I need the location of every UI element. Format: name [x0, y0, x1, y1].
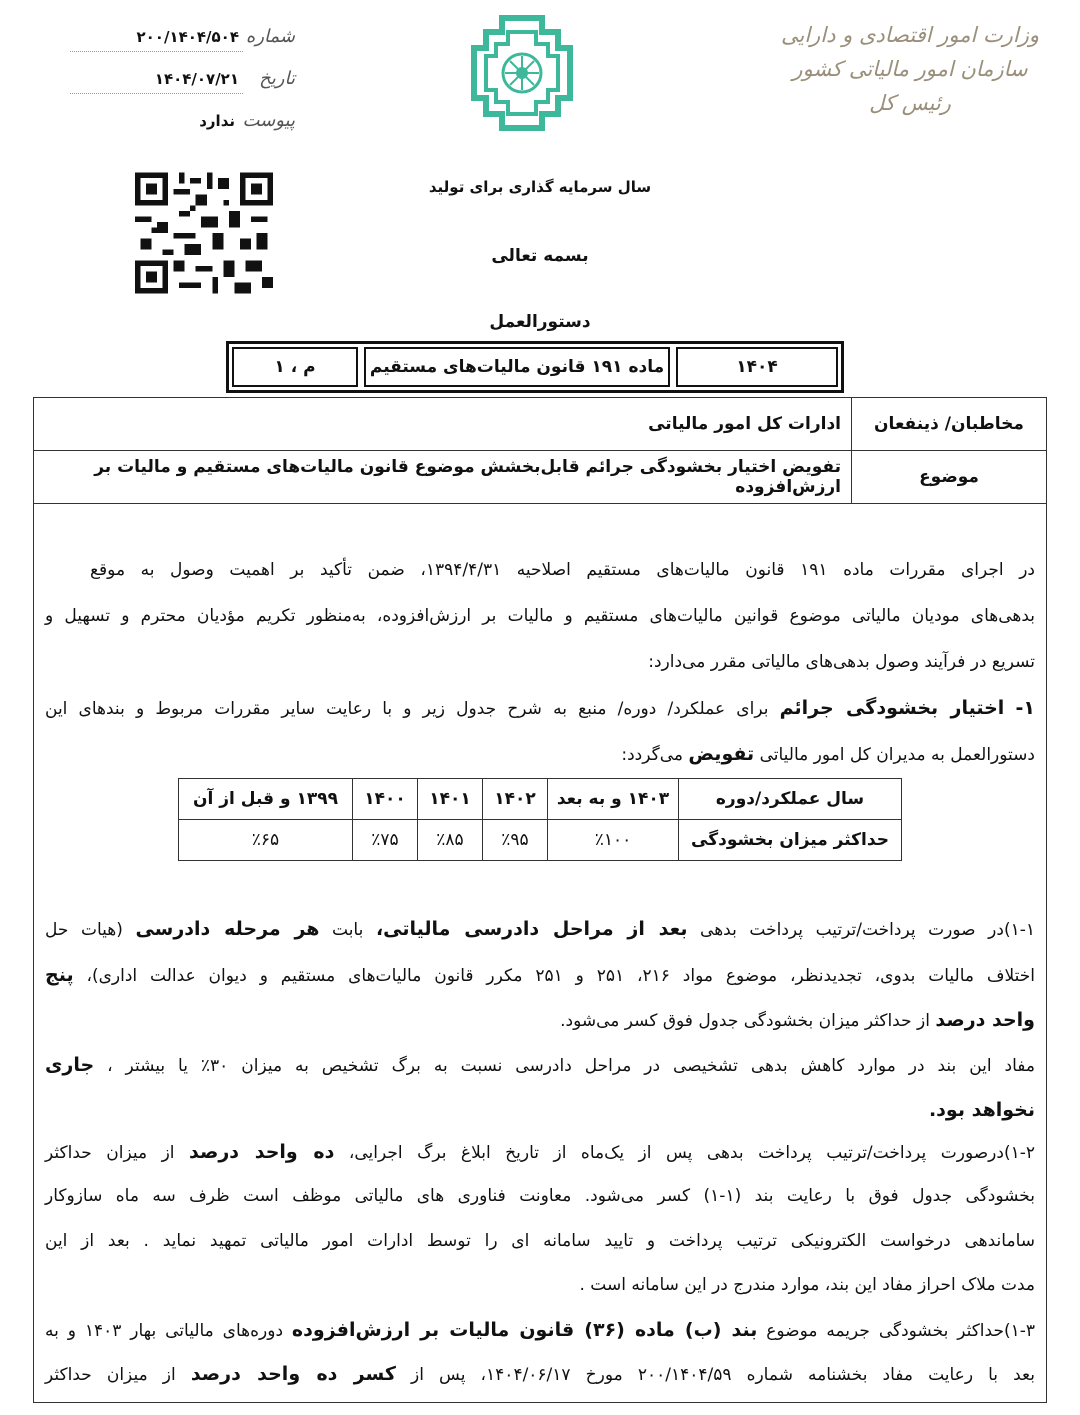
ministry-line-2: سازمان امور مالیاتی کشور [792, 57, 1028, 81]
subject-value: تفویض اختیار بخشودگی جرائم قابل‌بخشش موضوع قانون مالیات‌های مستقیم و مالیات بر ارزش‌افزوده [94, 457, 841, 497]
p13-text-c: دوره‌های مالیاتی بهار ۱۴۰۳ و به [45, 1321, 292, 1341]
p12-line-2: بخشودگی جدول فوق با رعایت بند (۱-۱) کسر می‌شود. معاونت فناوری های مالیاتی موظف است ظرف سه ماه سازوکار [45, 1186, 1035, 1206]
discount-table-value-row [179, 820, 902, 861]
p11-text-e: (هیات حل [45, 920, 136, 940]
field-attachment [70, 106, 295, 148]
item1-text-1: برای عملکرد/ دوره/ منبع به شرح جدول زیر و با رعایت سایر مقررات مربوط و بندهای این [45, 699, 769, 719]
p11-line-4 [45, 1053, 1035, 1078]
p11-bold-d: هر مرحله دادرسی [135, 918, 320, 940]
item1-number: ۱- [1015, 697, 1035, 719]
field-date-label: تاریخ [259, 68, 295, 89]
p12-text-a: ۱-۲)درصورت پرداخت/ترتیب پرداخت بدهی پس از یک‌ماه از تاریخ ابلاغ برگ اجرایی، [334, 1143, 1036, 1163]
body-frame [33, 503, 1047, 1403]
field-number [70, 22, 295, 64]
discount-percent-cell: ٪۶۵ [179, 820, 353, 861]
p12-text-c: از میزان حداکثر [45, 1143, 189, 1163]
addressee-value: ادارات کل امور مالیاتی [648, 414, 841, 434]
ministry-line-1: وزارت امور اقتصادی و دارایی [780, 23, 1040, 47]
p11-line-5 [45, 1098, 1035, 1123]
meta-table [33, 397, 1047, 504]
discount-year-cell: ۱۴۰۱ [418, 779, 483, 820]
bismillah: بسمه تعالی [491, 246, 589, 266]
discount-row-label: حداکثر میزان بخشودگی [679, 820, 902, 861]
discount-year-cell: ۱۴۰۲ [483, 779, 548, 820]
p12-line-3: ساماندهی درخواست الکترونیکی ترتیب پرداخت و تایید سامانه ای را توسط ادارات امور مالیاتی تمهید نماید . بعد از این [45, 1231, 1035, 1251]
p13-bold-b: بند (ب) ماده (۳۶) قانون مالیات بر ارزش‌افزوده [291, 1319, 758, 1341]
p12-line-1 [45, 1140, 1035, 1165]
intro-line-1: در اجرای مقررات ماده ۱۹۱ قانون مالیات‌های مستقیم اصلاحیه ۱۳۹۴/۴/۳۱، ضمن تأکید بر اهمیت وصول به موقع [90, 560, 1035, 580]
item1-bold-phrase: اختیار بخشودگی جرائم [779, 697, 1005, 719]
p13-text-l2: بعد با رعایت مفاد بخشنامه شماره ۲۰۰/۱۴۰۴/۵۹ مورخ ۱۴۰۴/۰۶/۱۷، پس از [395, 1365, 1035, 1385]
field-attachment-label: پیوست [242, 110, 295, 131]
discount-percent-cell: ٪۱۰۰ [548, 820, 679, 861]
p11-text-l2: اختلاف مالیات بدوی، تجدیدنظر، موضوع مواد ۲۱۶، ۲۵۱ و ۲۵۱ مکرر قانون مالیات‌های مستقیم و دیوان عدالت اداری)، [73, 966, 1035, 986]
qr-code-icon [135, 172, 273, 294]
subject-label: موضوع [851, 451, 1046, 503]
intro-line-3: تسریع در فرآیند وصول بدهی‌های مالیاتی مقرر می‌دارد: [648, 652, 1035, 672]
tax-organization-logo-icon [468, 12, 576, 134]
p11-bold-l5b: نخواهد بود. [928, 1099, 1035, 1121]
subject-row [34, 451, 1046, 503]
discount-percent-cell: ٪۸۵ [418, 820, 483, 861]
field-date [70, 64, 295, 106]
field-attachment-value: ندارد [199, 112, 235, 130]
code-serial: م ، ۱ [232, 347, 358, 387]
discount-percent-cell: ٪۷۵ [353, 820, 418, 861]
ministry-header [780, 18, 1040, 120]
p12-line-4: مدت ملاک احراز مفاد این بند، موارد مندرج در این سامانه است . [579, 1275, 1035, 1295]
discount-header-label: سال عملکرد/دوره [679, 779, 902, 820]
ministry-line-3: رئیس کل [869, 91, 951, 115]
document-code-box [226, 341, 844, 393]
code-year: ۱۴۰۴ [676, 347, 838, 387]
code-article: ماده ۱۹۱ قانون مالیات‌های مستقیم [364, 347, 670, 387]
field-number-label: شماره [245, 26, 295, 47]
p11-text-l3: از حداکثر میزان بخشودگی جدول فوق کسر می‌شود. [560, 1011, 936, 1031]
discount-year-cell: ۱۴۰۰ [353, 779, 418, 820]
p11-bold-l2b: پنج [45, 964, 74, 986]
document-fields [70, 22, 295, 148]
addressee-row [34, 398, 1046, 451]
discount-table-header-row [179, 779, 902, 820]
slogan: سال سرمایه گذاری برای تولید [428, 178, 652, 196]
p11-text-c: بابت [319, 920, 376, 940]
p11-bold-l4b: جاری [45, 1054, 95, 1076]
p11-bold-b: بعد از مراحل دادرسی مالیاتی، [375, 918, 688, 940]
p11-bold-l3b: واحد درصد [935, 1009, 1035, 1031]
item1-line-1 [45, 696, 1035, 721]
item1-text-2: دستورالعمل به مدیران کل امور مالیاتی [754, 745, 1035, 765]
item1-text-3: می‌گردد: [621, 745, 689, 765]
p13-text-l2c: از میزان حداکثر [45, 1365, 191, 1385]
p11-line-1 [45, 917, 1035, 942]
intro-line-2: بدهی‌های مودیان مالیاتی موضوع قوانین مالیات‌های مستقیم و مالیات بر ارزش‌افزوده، به‌منظور تکریم مؤدیان محترم و تسهیل و [45, 606, 1035, 626]
addressee-label: مخاطبان/ ذینفعان [851, 398, 1046, 450]
p11-line-3 [45, 1008, 1035, 1033]
p11-text-a: ۱-۱)در صورت پرداخت/ترتیب پرداخت بدهی [687, 920, 1035, 940]
field-date-value: ۱۴۰۴/۰۷/۲۱ [154, 70, 239, 88]
discount-year-cell: ۱۴۰۳ و به بعد [548, 779, 679, 820]
field-number-value: ۲۰۰/۱۴۰۴/۵۰۴ [136, 28, 239, 46]
discount-percent-cell: ٪۹۵ [483, 820, 548, 861]
p13-text-a: ۱-۳)حداکثر بخشودگی جریمه موضوع [757, 1321, 1035, 1341]
discount-table [178, 778, 902, 861]
p13-line-2 [45, 1362, 1035, 1387]
discount-year-cell: ۱۳۹۹ و قبل از آن [179, 779, 353, 820]
document-type: دستورالعمل [489, 312, 591, 332]
p12-bold-b: ده واحد درصد [189, 1141, 335, 1163]
p11-line-2 [45, 963, 1035, 988]
p11-text-l4: مفاد این بند در موارد کاهش بدهی تشخیصی در مراحل دادرسی نسبت به برگ تشخیص به میزان ۳۰٪ یا بیشتر ، [94, 1056, 1035, 1076]
item1-line-2 [45, 742, 1035, 767]
item1-bold-tafviz: تفویض [688, 743, 755, 765]
p13-bold-l2b: کسر ده واحد درصد [190, 1363, 396, 1385]
p13-line-1 [45, 1318, 1035, 1343]
